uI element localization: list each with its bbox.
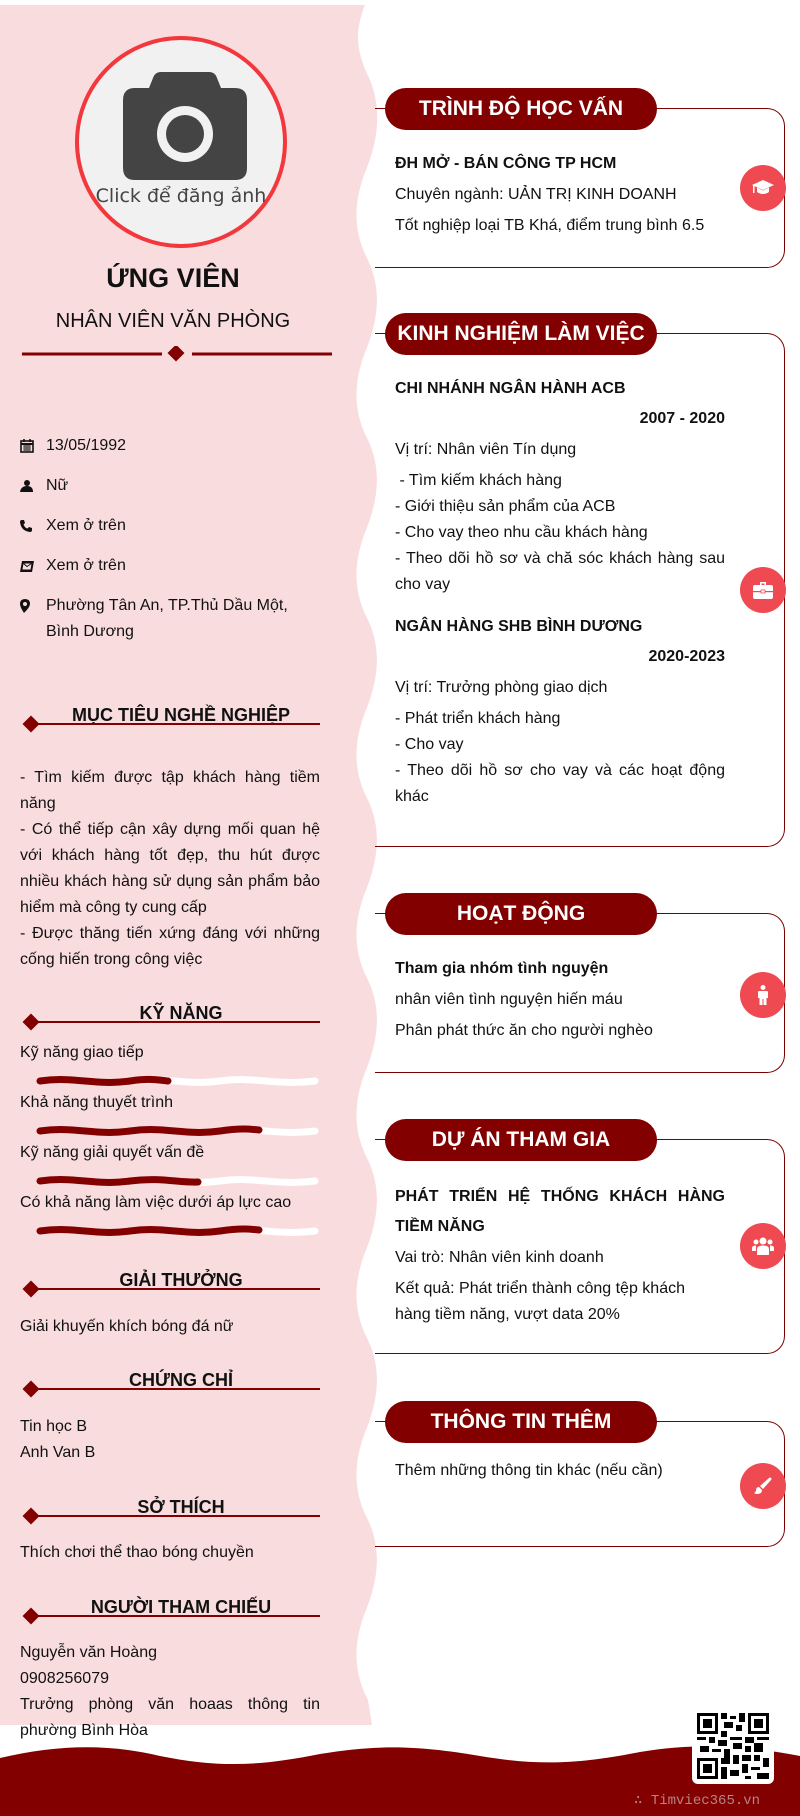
certificate-item: Tin học B — [20, 1418, 87, 1435]
section-education — [375, 97, 785, 268]
email-value: Xem ở trên — [46, 557, 126, 574]
education-title: TRÌNH ĐỘ HỌC VẤN — [385, 88, 657, 130]
project-name: PHÁT TRIỂN HỆ THỐNG KHÁCH HÀNG TIỀM NĂNG — [395, 1188, 725, 1235]
skills-title: KỸ NĂNG — [139, 1003, 223, 1023]
activity-item: Phân phát thức ăn cho người nghèo — [395, 1022, 653, 1039]
skill-label: Có khả năng làm việc dưới áp lực cao — [20, 1194, 292, 1211]
calendar-icon — [20, 433, 46, 459]
job-task: - Cho vay — [395, 736, 464, 753]
certificate-item: Anh Van B — [20, 1444, 96, 1461]
contact-list — [20, 433, 320, 659]
contact-birthday — [20, 433, 320, 459]
graduation-cap-icon — [740, 165, 786, 211]
skill-item — [20, 1090, 320, 1137]
birthday-value: 13/05/1992 — [46, 437, 127, 454]
activities-body — [395, 956, 725, 1044]
projects-title: DỰ ÁN THAM GIA — [385, 1119, 657, 1161]
additional-body — [395, 1458, 725, 1484]
name-divider — [22, 346, 332, 362]
paint-brush-icon — [740, 1463, 786, 1509]
camera-icon — [123, 72, 247, 180]
projects-body — [395, 1182, 725, 1328]
objective-text — [20, 765, 320, 973]
section-experience — [375, 322, 785, 847]
gender-value: Nữ — [46, 477, 69, 494]
skill-bar — [35, 1225, 320, 1237]
skill-label: Kỹ năng giao tiếp — [20, 1044, 144, 1061]
section-title-hobbies — [22, 1497, 320, 1521]
job-task: - Theo dõi hồ sơ và chă sóc khách hàng sau cho vay — [395, 550, 725, 593]
briefcase-icon — [740, 567, 786, 613]
reference-detail: Trưởng phòng văn hoaas thông tin phường Bình Hòa — [20, 1696, 320, 1739]
objective-title: MỤC TIÊU NGHỀ NGHIỆP — [71, 705, 290, 725]
activity-item: nhân viên tình nguyện hiến máu — [395, 991, 623, 1008]
experience-body — [395, 376, 725, 810]
contact-email — [20, 553, 320, 579]
section-diamond-line — [22, 1013, 320, 1033]
section-diamond-line — [22, 1607, 320, 1627]
awards-title: GIẢI THƯỞNG — [119, 1270, 243, 1290]
users-icon — [740, 1223, 786, 1269]
phone-icon — [20, 513, 46, 539]
references-title: NGƯỜI THAM CHIẾU — [90, 1597, 272, 1617]
qr-code — [692, 1708, 774, 1784]
activities-title: HOẠT ĐỘNG — [385, 893, 657, 935]
certificates-text — [20, 1414, 320, 1466]
avatar-caption: Click để đăng ảnh — [95, 185, 267, 207]
section-title-skills — [22, 1003, 320, 1027]
skill-item — [20, 1040, 320, 1087]
avatar-upload[interactable] — [75, 36, 287, 248]
contact-phone — [20, 513, 320, 539]
awards-text — [20, 1314, 320, 1340]
award-item: Giải khuyến khích bóng đá nữ — [20, 1318, 234, 1335]
section-diamond-line — [22, 1507, 320, 1527]
job-task: - Tìm kiếm khách hàng — [395, 472, 562, 489]
experience-title: KINH NGHIỆM LÀM VIỆC — [385, 313, 657, 355]
project-result: Kết quả: Phát triển thành công tệp khách hàng tiềm năng, vượt data 20% — [395, 1280, 685, 1323]
section-diamond-line — [22, 1280, 320, 1300]
objective-line: - Tìm kiếm được tập khách hàng tiềm năng — [20, 769, 320, 812]
phone-value: Xem ở trên — [46, 517, 126, 534]
job-position: Vị trí: Nhân viên Tín dụng — [395, 441, 577, 458]
section-activities — [375, 902, 785, 1073]
section-additional-info — [375, 1410, 785, 1547]
project-role: Vai trò: Nhân viên kinh doanh — [395, 1249, 604, 1266]
map-marker-icon — [20, 593, 46, 619]
male-person-icon — [740, 972, 786, 1018]
job-position: Vị trí: Trưởng phòng giao dịch — [395, 679, 608, 696]
brand-watermark: ∴ Timviec365.vn — [634, 1793, 761, 1809]
job-company: CHI NHÁNH NGÂN HÀNH ACB — [395, 380, 626, 397]
section-projects — [375, 1128, 785, 1354]
graduation-result: Tốt nghiệp loại TB Khá, điểm trung bình 6.5 — [395, 217, 705, 234]
job-company: NGÂN HÀNG SHB BÌNH DƯƠNG — [395, 618, 643, 635]
contact-gender — [20, 473, 320, 499]
skill-bar — [35, 1175, 320, 1187]
candidate-name: ỨNG VIÊN — [106, 263, 240, 293]
user-icon — [20, 473, 46, 499]
job-period: 2020-2023 — [648, 648, 725, 665]
job-title: NHÂN VIÊN VĂN PHÒNG — [55, 310, 291, 332]
address-value: Phường Tân An, TP.Thủ Dầu Một, Bình Dương — [46, 597, 288, 640]
skill-bar — [35, 1075, 320, 1087]
hobbies-text — [20, 1540, 320, 1566]
job-task: - Cho vay theo nhu cầu khách hàng — [395, 524, 648, 541]
qr-code-icon — [697, 1713, 769, 1779]
job-period: 2007 - 2020 — [639, 410, 725, 427]
additional-text: Thêm những thông tin khác (nếu cần) — [395, 1462, 663, 1479]
contact-address — [20, 593, 320, 645]
reference-name: Nguyễn văn Hoàng — [20, 1644, 157, 1661]
job-task: - Phát triển khách hàng — [395, 710, 561, 727]
section-diamond-line — [22, 715, 320, 735]
job-task: - Giới thiệu sản phẩm của ACB — [395, 498, 616, 515]
hobbies-title: SỞ THÍCH — [137, 1497, 225, 1517]
section-diamond-line — [22, 1380, 320, 1400]
activity-heading: Tham gia nhóm tình nguyện — [395, 960, 609, 977]
major: Chuyên ngành: UẢN TRỊ KINH DOANH — [395, 186, 677, 203]
skill-item — [20, 1140, 320, 1187]
job-task: - Theo dõi hồ sơ cho vay và các hoạt động khác — [395, 762, 725, 805]
skill-bar — [35, 1125, 320, 1137]
envelope-icon — [20, 553, 46, 579]
education-body — [395, 151, 725, 239]
skill-label: Kỹ năng giải quyết vấn đề — [20, 1144, 205, 1161]
skill-item — [20, 1190, 320, 1237]
objective-line: - Được thăng tiến xứng đáng với những cống hiến trong công việc — [20, 925, 320, 968]
skill-label: Khả năng thuyết trình — [20, 1094, 173, 1111]
additional-title: THÔNG TIN THÊM — [385, 1401, 657, 1443]
school-name: ĐH MỞ - BÁN CÔNG TP HCM — [395, 155, 617, 172]
section-title-awards — [22, 1270, 320, 1294]
section-title-references — [22, 1597, 320, 1621]
hobby-item: Thích chơi thể thao bóng chuyền — [20, 1544, 254, 1561]
certificates-title: CHỨNG CHỈ — [129, 1370, 233, 1390]
references-text — [20, 1640, 320, 1744]
objective-line: - Có thể tiếp cận xây dựng mối quan hệ với khách hàng tốt đẹp, thu hút được nhiều khách hàng sử dụng sản phẩm bảo hiểm mà công ty cung cấp — [20, 821, 320, 916]
reference-phone: 0908256079 — [20, 1670, 109, 1687]
section-title-certificates — [22, 1370, 320, 1394]
section-title-objective — [22, 705, 320, 729]
